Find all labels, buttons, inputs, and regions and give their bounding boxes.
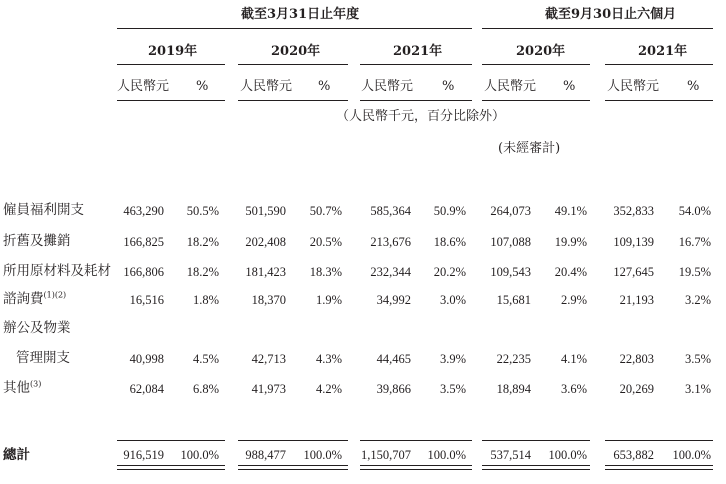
cell-total-2021-6m-pct: 100.0%: [672, 448, 711, 462]
cell-row0-2021fy-pct: 50.9%: [433, 204, 466, 218]
cell-total-2021-6m-rmb: 653,882: [613, 448, 654, 462]
cell-row0-2019-pct: 50.5%: [186, 204, 219, 218]
year-header-2019: 2019年: [148, 44, 198, 59]
cell-row2-2020-6m-pct: 20.4%: [554, 265, 587, 279]
total-top-rule-2020-fy: [238, 440, 348, 441]
unit-pct-2019: %: [196, 79, 209, 94]
cell-row1-2021-6m-rmb: 109,139: [613, 235, 654, 249]
total-top-rule-2021-fy: [360, 440, 472, 441]
row-label-materials: 所用原材料及耗材: [3, 263, 111, 279]
cell-row2-2021-6m-rmb: 127,645: [613, 265, 654, 279]
unit-rule-2021-fy: [360, 100, 472, 101]
cell-row2-2020fy-pct: 18.3%: [309, 265, 342, 279]
cell-row3-2021fy-rmb: 34,992: [376, 293, 411, 307]
unit-rule-2019: [117, 100, 225, 101]
cell-row2-2021fy-rmb: 232,344: [370, 265, 411, 279]
year-rule-2020-6m: [482, 64, 590, 65]
period-header-fiscal-year: 截至3月31日止年度: [241, 7, 360, 22]
cell-row6-2021-6m-rmb: 20,269: [619, 382, 654, 396]
cell-total-2020fy-rmb: 988,477: [245, 448, 286, 462]
cell-total-2019-pct: 100.0%: [180, 448, 219, 462]
cell-row0-2020-6m-pct: 49.1%: [554, 204, 587, 218]
cell-row3-2020-6m-pct: 2.9%: [560, 293, 587, 307]
cell-row0-2021fy-rmb: 585,364: [370, 204, 411, 218]
cell-row3-2021-6m-rmb: 21,193: [619, 293, 654, 307]
cell-row2-2019-pct: 18.2%: [186, 265, 219, 279]
year-rule-2020-fy: [238, 64, 348, 65]
row-label-depreciation: 折舊及攤銷: [3, 233, 71, 249]
cell-row0-2019-rmb: 463,290: [123, 204, 164, 218]
total-bottom-rule-2020-fy: [238, 465, 348, 470]
row-label-consulting-text: 諮詢費: [3, 291, 44, 307]
cell-row3-2021fy-pct: 3.0%: [439, 293, 466, 307]
cell-total-2021fy-pct: 100.0%: [427, 448, 466, 462]
cell-row3-2019-rmb: 16,516: [129, 293, 164, 307]
cell-row6-2020-6m-rmb: 18,894: [496, 382, 531, 396]
cell-row0-2020fy-pct: 50.7%: [309, 204, 342, 218]
row-label-admin-expenses: 管理開支: [16, 350, 70, 366]
unit-rmb-2021-6m: 人民幣元: [607, 79, 660, 94]
row-label-employee-benefits: 僱員福利開支: [3, 202, 84, 218]
cell-row3-2020-6m-rmb: 15,681: [496, 293, 531, 307]
cell-row5-2021fy-pct: 3.9%: [439, 352, 466, 366]
year-rule-2021-fy: [360, 64, 472, 65]
unit-rule-2020-6m: [482, 100, 590, 101]
cell-row2-2021fy-pct: 20.2%: [433, 265, 466, 279]
period-rule-fiscal-year: [117, 28, 472, 29]
cell-row2-2021-6m-pct: 19.5%: [678, 265, 711, 279]
row-label-total: 總計: [3, 447, 30, 463]
cell-total-2020fy-pct: 100.0%: [303, 448, 342, 462]
total-top-rule-2019: [117, 440, 225, 441]
year-rule-2021-6m: [605, 64, 713, 65]
period-rule-six-months: [482, 28, 713, 29]
unit-pct-2021-fy: %: [442, 79, 455, 94]
cell-row3-2021-6m-pct: 3.2%: [684, 293, 711, 307]
row-label-others-text: 其他: [3, 380, 30, 396]
cell-row3-2020fy-pct: 1.9%: [315, 293, 342, 307]
cell-row1-2020fy-pct: 20.5%: [309, 235, 342, 249]
year-header-2020-6m: 2020年: [516, 44, 566, 59]
cell-row3-2020fy-rmb: 18,370: [251, 293, 286, 307]
cell-total-2019-rmb: 916,519: [123, 448, 164, 462]
footnote-marker-consulting: (1)(2): [43, 290, 67, 300]
unit-pct-2021-6m: %: [687, 79, 700, 94]
unit-rule-2020-fy: [238, 100, 348, 101]
cell-row2-2020-6m-rmb: 109,543: [490, 265, 531, 279]
cell-row2-2019-rmb: 166,806: [123, 265, 164, 279]
total-bottom-rule-2020-6m: [482, 465, 590, 470]
period-header-six-months: 截至9月30日止六個月: [545, 7, 677, 22]
cell-row0-2020fy-rmb: 501,590: [245, 204, 286, 218]
currency-note: （人民幣千元，百分比除外）: [336, 109, 506, 124]
unaudited-note: (未經審計): [498, 141, 561, 156]
cell-row5-2020fy-rmb: 42,713: [251, 352, 286, 366]
cell-row0-2020-6m-rmb: 264,073: [490, 204, 531, 218]
cell-row1-2021fy-rmb: 213,676: [370, 235, 411, 249]
unit-rmb-2021-fy: 人民幣元: [361, 79, 414, 94]
cell-row5-2021-6m-rmb: 22,803: [619, 352, 654, 366]
year-rule-2019: [117, 64, 225, 65]
cell-row5-2019-pct: 4.5%: [192, 352, 219, 366]
unit-rmb-2020-fy: 人民幣元: [240, 79, 293, 94]
unit-rmb-2019: 人民幣元: [117, 79, 170, 94]
cell-row1-2019-pct: 18.2%: [186, 235, 219, 249]
cell-row1-2021fy-pct: 18.6%: [433, 235, 466, 249]
cell-total-2020-6m-rmb: 537,514: [490, 448, 531, 462]
unit-pct-2020-fy: %: [318, 79, 331, 94]
total-top-rule-2021-6m: [605, 440, 713, 441]
cell-row5-2021fy-rmb: 44,465: [376, 352, 411, 366]
cell-row0-2021-6m-pct: 54.0%: [678, 204, 711, 218]
cell-row5-2020-6m-pct: 4.1%: [560, 352, 587, 366]
year-header-2020-fy: 2020年: [271, 44, 321, 59]
cell-row6-2020-6m-pct: 3.6%: [560, 382, 587, 396]
cell-row1-2020-6m-pct: 19.9%: [554, 235, 587, 249]
total-top-rule-2020-6m: [482, 440, 590, 441]
total-bottom-rule-2021-fy: [360, 465, 472, 470]
year-header-2021-6m: 2021年: [638, 44, 688, 59]
cell-row5-2021-6m-pct: 3.5%: [684, 352, 711, 366]
year-header-2021-fy: 2021年: [393, 44, 443, 59]
unit-rule-2021-6m: [605, 100, 713, 101]
cell-total-2020-6m-pct: 100.0%: [548, 448, 587, 462]
cell-row6-2021fy-pct: 3.5%: [439, 382, 466, 396]
cell-row6-2020fy-pct: 4.2%: [315, 382, 342, 396]
row-label-office-property: 辦公及物業: [3, 320, 71, 336]
cell-row6-2019-pct: 6.8%: [192, 382, 219, 396]
total-bottom-rule-2019: [117, 465, 225, 470]
cell-row6-2021-6m-pct: 3.1%: [684, 382, 711, 396]
cell-total-2021fy-rmb: 1,150,707: [361, 448, 411, 462]
cell-row3-2019-pct: 1.8%: [192, 293, 219, 307]
cell-row6-2020fy-rmb: 41,973: [251, 382, 286, 396]
unit-pct-2020-6m: %: [563, 79, 576, 94]
cell-row5-2020-6m-rmb: 22,235: [496, 352, 531, 366]
cell-row1-2020fy-rmb: 202,408: [245, 235, 286, 249]
row-label-others: [3, 379, 42, 396]
row-label-consulting: [3, 290, 67, 307]
cell-row1-2021-6m-pct: 16.7%: [678, 235, 711, 249]
cell-row0-2021-6m-rmb: 352,833: [613, 204, 654, 218]
cell-row6-2019-rmb: 62,084: [129, 382, 164, 396]
cell-row1-2020-6m-rmb: 107,088: [490, 235, 531, 249]
footnote-marker-others: (3): [30, 379, 42, 389]
cell-row1-2019-rmb: 166,825: [123, 235, 164, 249]
unit-rmb-2020-6m: 人民幣元: [484, 79, 537, 94]
cell-row5-2020fy-pct: 4.3%: [315, 352, 342, 366]
cell-row2-2020fy-rmb: 181,423: [245, 265, 286, 279]
cell-row6-2021fy-rmb: 39,866: [376, 382, 411, 396]
cell-row5-2019-rmb: 40,998: [129, 352, 164, 366]
total-bottom-rule-2021-6m: [605, 465, 713, 470]
